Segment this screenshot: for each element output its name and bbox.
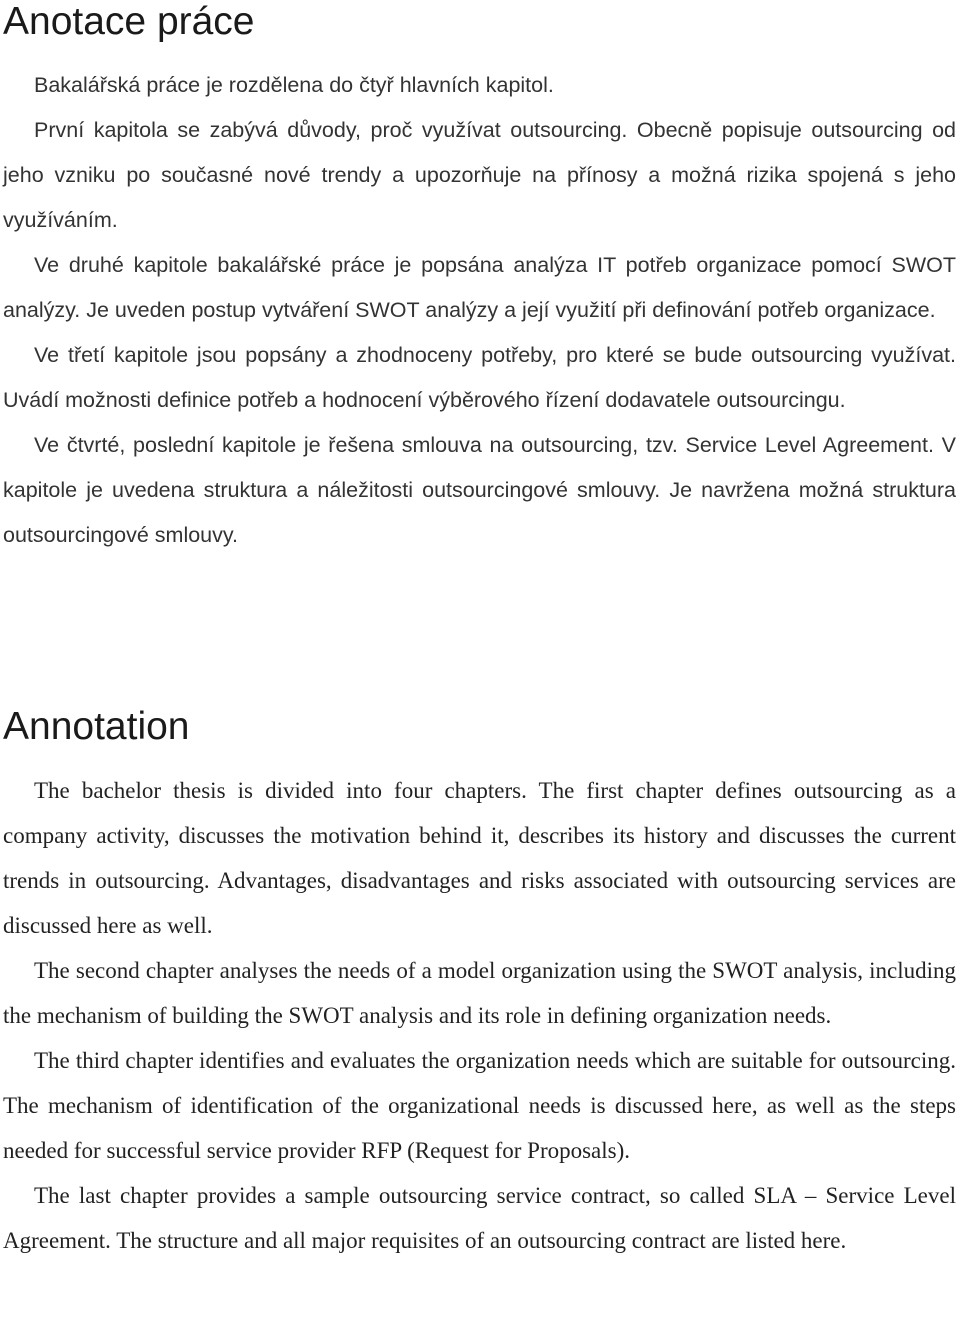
czech-paragraph-2: První kapitola se zabývá důvody, proč využívat outsourcing. Obecně popisuje outsourcing od jeho vzniku po současné nové trendy a upozorňuje na přínosy a možná rizika spojená s jeho využíváním. bbox=[3, 118, 956, 232]
english-paragraph-3: The third chapter identifies and evaluates the organization needs which are suitable for outsourcing. The mechanism of identification of the organizational needs is discussed here, as well as the steps needed for successful service provider RFP (Request for Proposals). bbox=[3, 1048, 956, 1163]
english-annotation-body bbox=[3, 768, 956, 1263]
english-paragraph-2: The second chapter analyses the needs of a model organization using the SWOT analysis, including the mechanism of building the SWOT analysis and its role in defining organization needs. bbox=[3, 958, 956, 1028]
czech-paragraph-4: Ve třetí kapitole jsou popsány a zhodnoceny potřeby, pro které se bude outsourcing využívat. Uvádí možnosti definice potřeb a hodnocení výběrového řízení dodavatele outsourcingu. bbox=[3, 343, 956, 412]
czech-annotation-body bbox=[3, 63, 956, 558]
english-annotation-heading: Annotation bbox=[3, 705, 190, 748]
english-paragraph-4: The last chapter provides a sample outsourcing service contract, so called SLA – Service Level Agreement. The structure and all major requisites of an outsourcing contract are listed here. bbox=[3, 1183, 956, 1253]
czech-paragraph-1: Bakalářská práce je rozdělena do čtyř hlavních kapitol. bbox=[34, 73, 554, 97]
czech-paragraph-3: Ve druhé kapitole bakalářské práce je popsána analýza IT potřeb organizace pomocí SWOT analýzy. Je uveden postup vytváření SWOT analýzy a její využití při definování potřeb organizace. bbox=[3, 253, 956, 322]
english-paragraph-1: The bachelor thesis is divided into four chapters. The first chapter defines outsourcing as a company activity, discusses the motivation behind it, describes its history and discusses the current trends in outsourcing. Advantages, disadvantages and risks associated with outsourcing services are discussed here as well. bbox=[3, 778, 956, 938]
czech-annotation-heading: Anotace práce bbox=[3, 0, 255, 43]
czech-paragraph-5: Ve čtvrté, poslední kapitole je řešena smlouva na outsourcing, tzv. Service Level Agreement. V kapitole je uvedena struktura a náležitosti outsourcingové smlouvy. Je navržena možná struktura outsourcingové smlouvy. bbox=[3, 433, 956, 547]
